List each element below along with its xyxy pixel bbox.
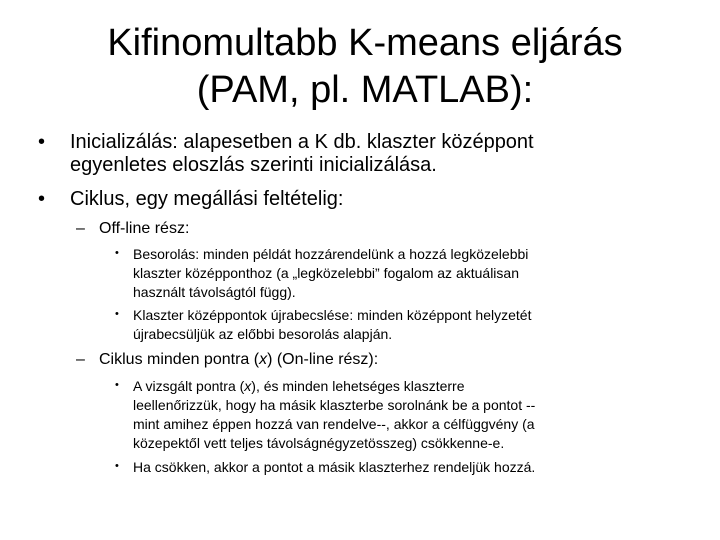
text-segment: ) (On-line rész): <box>267 351 379 368</box>
item-text-line: leellenőrizzük, hogy ha másik klaszterbe sorolnánk be a pontot -- <box>133 397 536 413</box>
dash-icon: – <box>76 220 85 237</box>
title-line-2: (PAM, pl. MATLAB): <box>196 69 534 111</box>
text-segment: ), és minden lehetséges klaszterre <box>251 378 465 394</box>
bullet-dot-icon: • <box>115 379 119 391</box>
bullet-text-line: egyenletes eloszlás szerinti inicializálása. <box>70 153 437 176</box>
item-text-line: Besorolás: minden példát hozzárendelünk a hozzá legközelebbi <box>133 246 529 262</box>
slide-title <box>40 20 690 114</box>
variable-x: x <box>244 378 252 394</box>
text-segment: A vizsgált pontra ( <box>133 378 245 394</box>
item-text-line <box>133 377 673 396</box>
bullet-dot-icon: • <box>115 308 119 320</box>
variable-x: x <box>259 351 268 368</box>
bullet-dot-icon: • <box>115 460 119 472</box>
item-text-line: Ha csökken, akkor a pontot a másik klaszterhez rendeljük hozzá. <box>133 459 536 475</box>
dash-icon: – <box>76 351 85 368</box>
bullet-dot-icon: • <box>115 247 119 259</box>
sub-bullet-text <box>99 351 679 369</box>
bullet-dot-icon: • <box>38 188 46 210</box>
item-text-line: klaszter középponthoz (a „legközelebbi” fogalom az aktuálisan <box>133 265 519 281</box>
item-text-line: közepektől vett teljes távolságnégyzetösszeg) csökkenne-e. <box>133 435 505 451</box>
text-segment: Ciklus minden pontra ( <box>99 351 260 368</box>
item-text-line: mint amihez éppen hozzá van rendelve--, akkor a célfüggvény (a <box>133 416 535 432</box>
item-text-line: Klaszter középpontok újrabecslése: minden középpont helyzetét <box>133 307 532 323</box>
title-line-1: Kifinomultabb K-means eljárás <box>107 22 623 64</box>
item-text-line: újrabecsüljük az előbbi besorolás alapján. <box>133 326 393 342</box>
bullet-text-line: Inicializálás: alapesetben a K db. klaszter középpont <box>70 131 534 153</box>
bullet-text-line: Ciklus, egy megállási feltételig: <box>70 188 344 210</box>
sub-bullet-text: Off-line rész: <box>99 220 190 237</box>
bullet-dot-icon: • <box>38 131 46 153</box>
item-text-line: használt távolságtól függ). <box>133 284 296 300</box>
